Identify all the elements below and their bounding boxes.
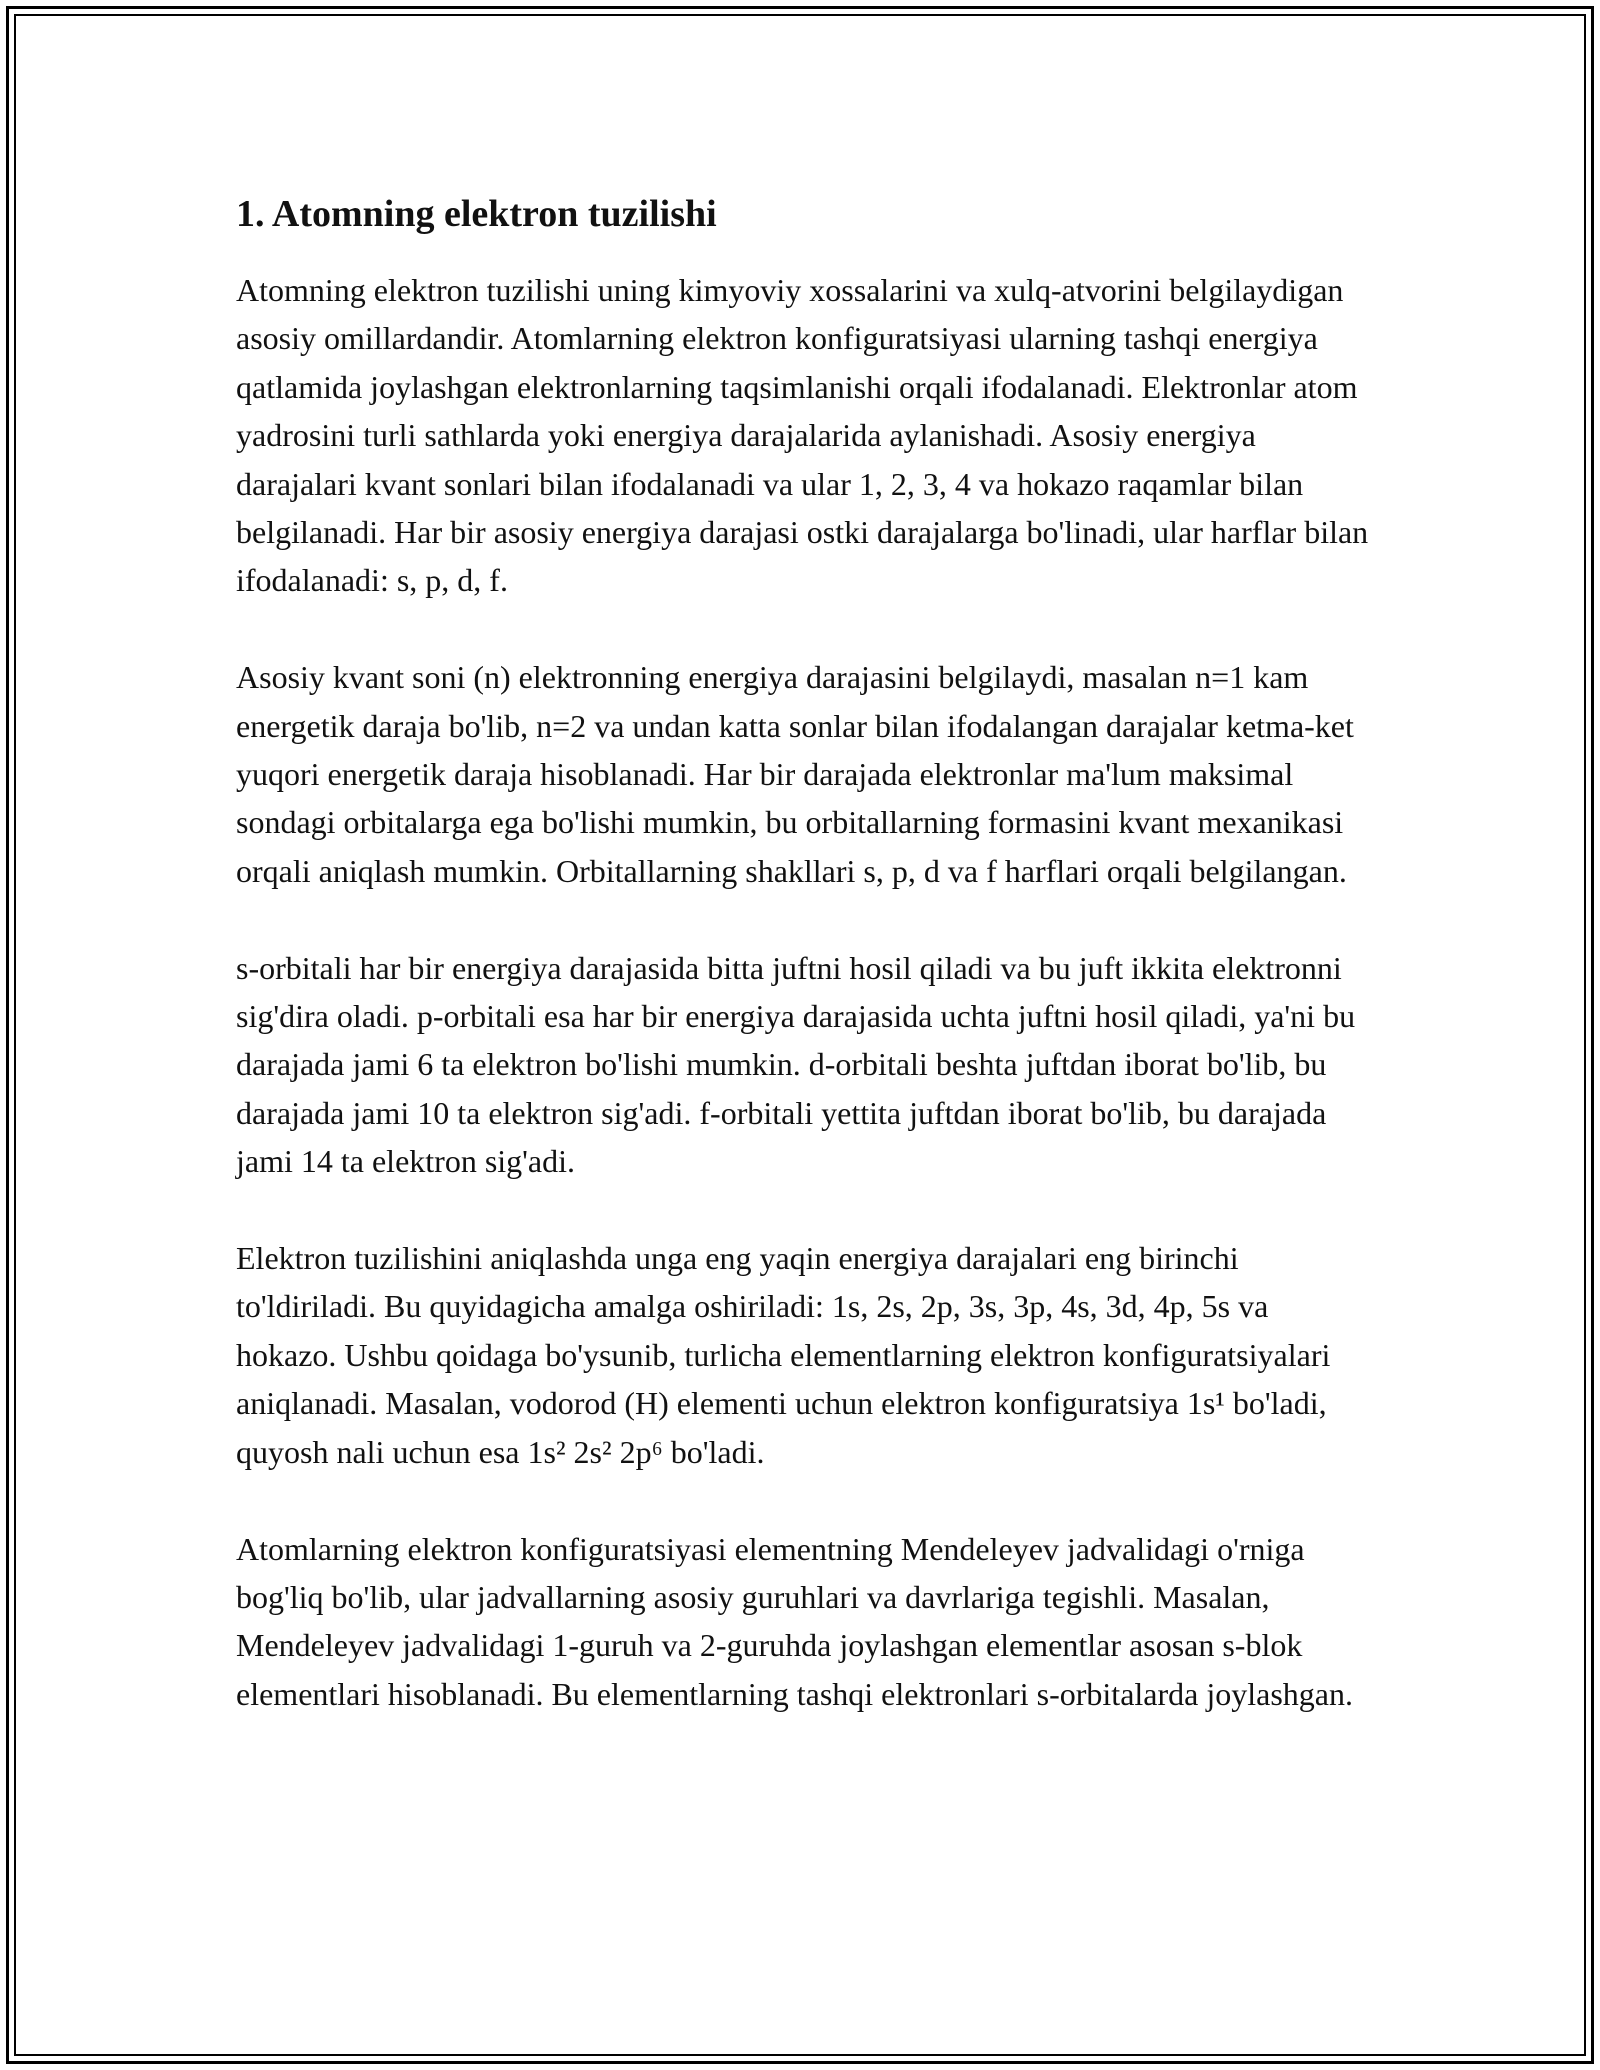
paragraph-5: Atomlarning elektron konfiguratsiyasi elementning Mendeleyev jadvalidagi o'rniga bog'liq bo'lib, ular jadvallarning asosiy guruhlari va davrlariga tegishli. Masalan, Mendeleyev jadvalidagi 1-guruh va 2-guruhda joylashgan elementlar asosan s-blok elementlari hisoblanadi. Bu elementlarning tashqi elektronlari s-orbitalarda joylashgan. [236, 1530, 1353, 1712]
paragraph-2: Asosiy kvant soni (n) elektronning energiya darajasini belgilaydi, masalan n=1 kam energetik daraja bo'lib, n=2 va undan katta sonlar bilan ifodalangan darajalar ketma-ket yuqori energetik daraja hisoblanadi. Har bir darajada elektronlar ma'lum maksimal sondagi orbitalarga ega bo'lishi mumkin, bu orbitallarning formasini kvant mexanikasi orqali aniqlash mumkin. Orbitallarning shakllari s, p, d va f harflari orqali belgilangan. [236, 659, 1354, 889]
section-heading: 1. Atomning elektron tuzilishi [236, 193, 717, 235]
document-body [236, 186, 1376, 1767]
paragraph-4: Elektron tuzilishini aniqlashda unga eng yaqin energiya darajalari eng birinchi to'ldiriladi. Bu quyidagicha amalga oshiriladi: 1s, 2s, 2p, 3s, 3p, 4s, 3d, 4p, 5s va hokazo. Ushbu qoidaga bo'ysunib, turlicha elementlarning elektron konfiguratsiyalari aniqlanadi. Masalan, vodorod (H) elementi uchun elektron konfiguratsiya 1s¹ bo'ladi, quyosh nali uchun esa 1s² 2s² 2p⁶ bo'ladi. [236, 1240, 1331, 1470]
paragraph-3: s-orbitali har bir energiya darajasida bitta juftni hosil qiladi va bu juft ikkita elektronni sig'dira oladi. p-orbitali esa har bir energiya darajasida uchta juftni hosil qiladi, ya'ni bu darajada jami 6 ta elektron bo'lishi mumkin. d-orbitali beshta juftdan iborat bo'lib, bu darajada jami 10 ta elektron sig'adi. f-orbitali yettita juftdan iborat bo'lib, bu darajada jami 14 ta elektron sig'adi. [236, 949, 1356, 1180]
paragraph-1: Atomning elektron tuzilishi uning kimyoviy xossalarini va xulq-atvorini belgilaydigan asosiy omillardandir. Atomlarning elektron konfiguratsiyasi ularning tashqi energiya qatlamida joylashgan elektronlarning taqsimlanishi orqali ifodalanadi. Elektronlar atom yadrosini turli sathlarda yoki energiya darajalarida aylanishadi. Asosiy energiya darajalari kvant sonlari bilan ifodalanadi va ular 1, 2, 3, 4 va hokazo raqamlar bilan belgilanadi. Har bir asosiy energiya darajasi ostki darajalarga bo'linadi, ular harflar bilan ifodalanadi: s, p, d, f. [236, 272, 1369, 599]
